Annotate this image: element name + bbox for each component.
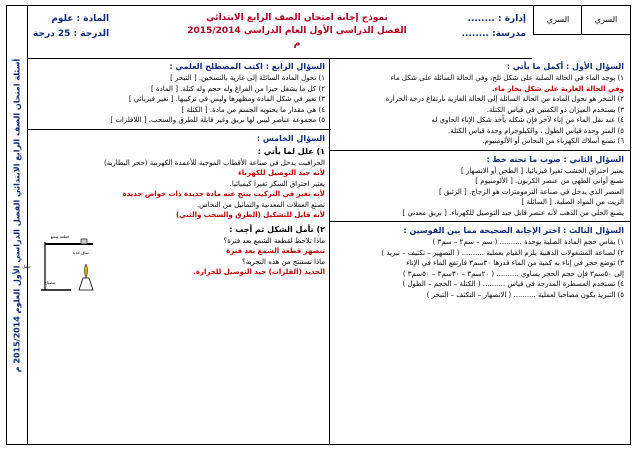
q4-line: ٣) تغير في شكل المادة ومظهرها وليس في تركيبها. [ تغير فيزيائي ]: [128, 95, 325, 103]
q5-line: تصنع العملات المعدنية والتماثيل من النحاس.: [196, 200, 325, 209]
label-stand: حامل: [22, 264, 31, 269]
q5-line2: تنصهر قطعة الشمع بعد فترة: [226, 247, 325, 255]
q2-line: العنصر الذي يدخل في صناعة الترمومترات هو الزجاج. [ الزئبق ]: [439, 187, 624, 196]
q3-line: ٤) تستخدم المسطرة المدرجة في قياس .......... ( الكتلة – الحجم – الطول ): [402, 280, 624, 288]
q1-line: ٥) المتر وحدة قياس الطول ، والكيلوجرام وحدة قياس الكتلة.: [448, 126, 624, 135]
q4-line: ٥) مجموعة عناصر ليس لها بريق وغير قابلة للطرق والسحب. [ اللافلزات ]: [110, 116, 325, 124]
corner-box-mid: السري: [533, 6, 582, 35]
exam-title: [187, 12, 407, 51]
q5-line2: ماذا تستنتج من هذه التجربة؟: [242, 257, 325, 266]
label-lamp: مصباح: [44, 280, 55, 285]
vertical-strip: [7, 6, 28, 444]
q5-line: الجرافيت يدخل في صناعة الأقطاب الموجبة للأعمدة الكهربية (حجر البطارية): [103, 158, 325, 167]
q1-line: وفي الحالة الغازية على شكل بخار ماء.: [491, 84, 624, 93]
grade-field: الدرجة : 25 درجة: [33, 29, 110, 39]
q5-line2: ماذا تلاحظ لقطعة الشمع بعد فترة؟: [223, 236, 325, 245]
exam-sheet: [6, 5, 631, 445]
right-column: [329, 58, 630, 444]
vertical-title: أسئلة امتحان الصف الرابع الابتدائي الفصل الدراسي الأول العلوم 2015/2014 م: [12, 58, 22, 373]
left-column: [22, 58, 331, 444]
corner-box-right: السري: [581, 6, 630, 35]
q5-sub1: ١) علل لما يأتي :: [257, 146, 325, 156]
subject-field: المادة : علوم: [51, 14, 110, 24]
label-wax: قطعة شمع: [50, 234, 69, 239]
q3-line: ٥) التبريد يكون مصاحبا لعملية .......... ( الانصهار – التكثف – التبخر ): [426, 290, 624, 299]
q5-line: لأنه جيد التوصيل للكهرباء: [238, 169, 325, 177]
q1-line: ٣) يستخدم الميزان ذو الكفتين في قياس الكتلة.: [486, 105, 624, 114]
q3-title: السؤال الثالث : اختر الإجابة الصحيحة مما بين القوسين :: [403, 226, 624, 235]
q1-line: ١) يوجد الماء في الحالة الصلبة على شكل ثلج، وفي الحالة السائلة على شكل ماء: [390, 74, 624, 82]
q1-line: ٢) التبخر هو تحول المادة من الحالة السائلة إلى الحالة الغازية بارتفاع درجة الحرارة: [385, 95, 624, 103]
exam-title-line2: الفصل الدراسي الأول العام الدراسي 2015/2014 م: [187, 26, 407, 49]
q5-line: لأنه قابل للتشكيل (الطرق والسحب والثني): [176, 211, 325, 219]
q5-title: السؤال الخامس :: [256, 133, 325, 143]
administration-field: إدارة : ........: [467, 14, 526, 24]
q5-line: لأنه تغير في التركيب ينتج عنه مادة جديدة ذات خواص جديدة: [122, 190, 325, 198]
school-field: مدرسة: ........: [461, 29, 526, 39]
exam-header: [27, 6, 532, 59]
q1-title: السؤال الأول : أكمل ما يأتي :: [506, 62, 624, 71]
exam-body: [22, 58, 630, 444]
q1-line: ٦) تصنع أسلاك الكهرباء من النحاس أو الألومنيوم.: [482, 137, 624, 145]
q2-line: تصنع أواني الطهي من عنصر الكربون. [ الألومنيوم ]: [475, 177, 624, 185]
school-info: [462, 12, 526, 42]
q3-line: ١) يقاس حجم المادة الصلبة بوحدة .......... ( سم – سم٢ – سم٣ ): [432, 238, 624, 246]
q2-title: السؤال الثاني : صوب ما تحته خط :: [486, 154, 624, 164]
label-rod: ساق حديد: [72, 250, 89, 255]
q3-line: إلى ٥٠سم٣ فإن حجم الحجر يساوي .......... ( ٢٠سم٣ – ٣٠سم٣ – ٥٠سم٣ ): [402, 269, 624, 278]
subject-info: [33, 12, 109, 42]
q4-title: السؤال الرابع : اكتب المصطلح العلمي :: [169, 62, 325, 71]
q2-line: يصنع الحلي من الذهب لأنه عنصر قابل جيد التوصيل للكهرباء. [ بريق معدني ]: [402, 208, 624, 217]
q4-line: ٢) كل ما يشغل حيزا من الفراغ وله حجم وله كتلة. [ المادة ]: [150, 84, 325, 93]
q1-line: ٤) عند نقل الماء من إناء لآخر فإن شكله يأخذ شكل الإناء الحاوي له: [431, 116, 624, 124]
q4-line: ١) تحول المادة السائلة إلى غازية بالتسخين. [ التبخر ]: [170, 74, 325, 82]
q5-line2: الحديد (الفلزات) جيد التوصيل للحرارة.: [193, 268, 325, 276]
exam-title-line1: نموذج إجابة امتحان الصف الرابع الابتدائي: [206, 13, 388, 23]
q5-sub2: ٢) تأمل الشكل ثم أجب :: [229, 224, 325, 234]
experiment-diagram: [22, 234, 101, 294]
q2-line: يعتبر احتراق الخشب تغيرا فيزيائيا. [ الطحن أو الانصهار ]: [461, 166, 624, 175]
q5-line: يعتبر احتراق السكر تغيرا كيميائيا.: [229, 179, 325, 188]
q3-line: ٢) لصناعة المشغولات الذهبية يلزم القيام بعملية .......... ( التصهير – تكثيف – تبريد ): [381, 248, 624, 257]
q2-line: الزيت من المواد الصلبة. [ السائلة ]: [521, 198, 624, 206]
q3-line: ٣) توضع حجر في إناء به كمية من الماء قدرها ٣٠سم٣ فارتفع الماء في الإناء: [406, 259, 624, 267]
q4-line: ٤) هي مقدار ما يحتويه الجسم من مادة. [ الكتلة ]: [181, 105, 325, 114]
